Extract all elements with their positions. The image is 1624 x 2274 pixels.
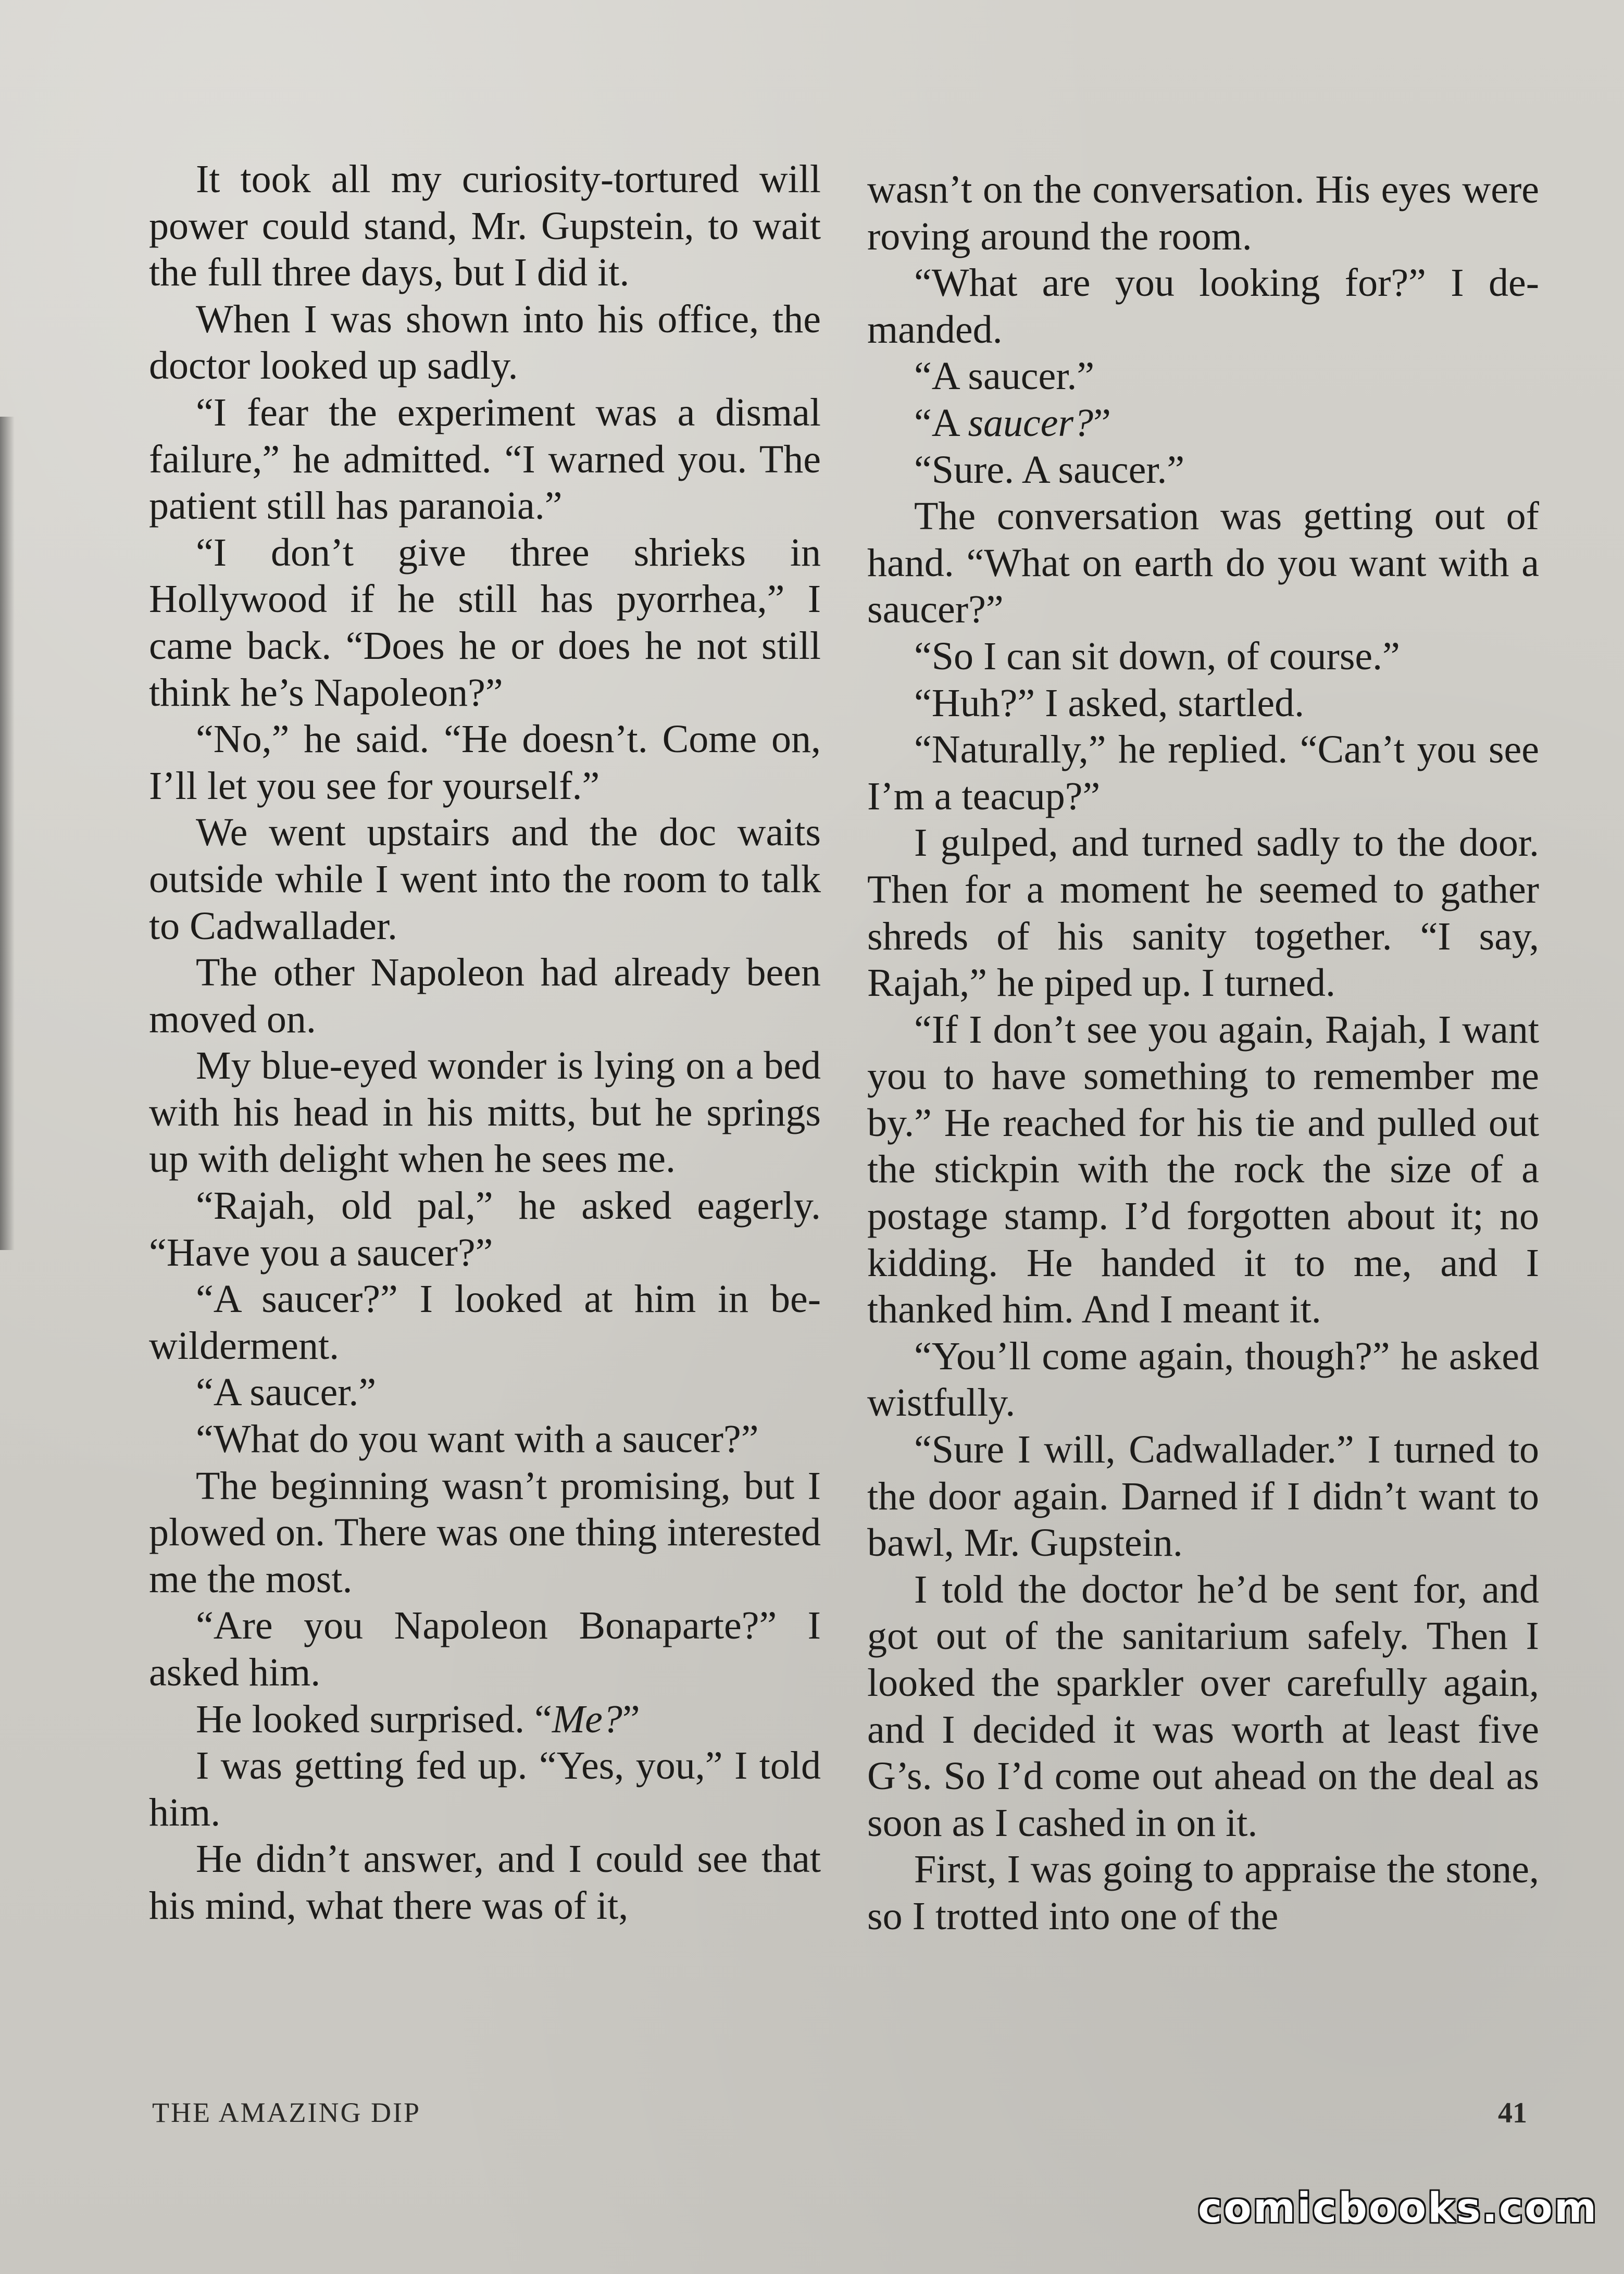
paragraph: “A saucer.” [196,1370,377,1415]
right-column [867,167,1539,1940]
paragraph: When I was shown into his office, the doctor looked up sadly. [149,297,821,388]
paragraph: We went upstairs and the doc waits outside while I went into the room to talk to Cadwallader. [149,810,821,948]
paragraph: “What do you want with a saucer?” [196,1417,759,1461]
paragraph-text: ” [1093,401,1111,445]
left-column [149,156,821,1930]
paragraph: I was getting fed up. “Yes, you,” I told him. [149,1744,821,1834]
paragraph: I gulped, and turned sadly to the door. Then for a moment he seemed to gather shreds of his sanity together. “I say, Rajah,” he piped up. I turned. [867,821,1539,1005]
paragraph: “Huh?” I asked, startled. [914,681,1305,725]
watermark-logo: comicbooks.com [1198,2185,1598,2232]
paragraph: The conversation was getting out of hand. “What on earth do you want with a saucer?” [867,494,1539,632]
paragraph-text: He looked surprised. “ [196,1697,552,1741]
paragraph: The beginning wasn’t promising, but I plowed on. There was one thing interested me the most. [149,1464,821,1601]
paragraph: “Sure I will, Cadwallader.” I turned to the door again. Darned if I didn’t want to bawl, Mr. Gupstein. [867,1428,1539,1565]
paragraph: wasn’t on the conversation. His eyes were roving around the room. [867,168,1539,258]
paragraph: “A saucer?” I looked at him in bewilderment. [149,1277,821,1368]
paragraph: “I don’t give three shrieks in Hollywood if he still has pyorrhea,” I came back. “Does he or does he not still think he’s Napoleon?” [149,530,821,715]
paragraph: “No,” he said. “He doesn’t. Come on, I’ll let you see for yourself.” [149,717,821,808]
paragraph: He didn’t answer, and I could see that his mind, what there was of it, [149,1837,821,1928]
binding-shadow [0,417,15,1250]
paragraph: It took all my curiosity-tortured will power could stand, Mr. Gupstein, to wait the full three days, but I did it. [149,157,821,295]
paragraph [867,400,1539,447]
paragraph: First, I was going to appraise the stone, so I trotted into one of the [867,1847,1539,1938]
paragraph: “Rajah, old pal,” he asked eagerly. “Have you a saucer?” [149,1184,821,1275]
paragraph: “I fear the experiment was a dismal failure,” he admitted. “I warned you. The patient still has paranoia.” [149,390,821,528]
page-number: 41 [1498,2097,1527,2129]
italic-emphasis: saucer? [968,401,1094,445]
paragraph-text: ” [622,1697,640,1741]
paragraph: “So I can sit down, of course.” [914,634,1400,678]
running-title: THE AMAZING DIP [152,2097,421,2128]
italic-emphasis: Me? [552,1697,622,1741]
paragraph: “Sure. A saucer.” [914,447,1185,492]
paragraph: “You’ll come again, though?” he asked wistfully. [867,1334,1539,1425]
paragraph: “What are you looking for?” I demanded. [867,261,1539,352]
paragraph: The other Napoleon had already been moved on. [149,951,821,1041]
paragraph-text: “A [914,401,968,445]
paragraph: “A saucer.” [914,354,1095,398]
paragraph [149,1696,821,1743]
paragraph: I told the doctor he’d be sent for, and got out of the sanitarium safely. Then I looked the sparkler over carefully again, and I decided it was worth at least five G’s. So I’d come out ahead on the deal as soon as I cashed in on it. [867,1567,1539,1845]
paragraph: “If I don’t see you again, Rajah, I want you to have something to remember me by.” He reached for his tie and pulled out the stickpin with the rock the size of a postage stamp. I’d forgotten about it; no kidding. He handed it to me, and I thanked him. And I meant it. [867,1007,1539,1332]
paragraph: My blue-eyed wonder is lying on a bed with his head in his mitts, but he springs up with delight when he sees me. [149,1044,821,1181]
paragraph: “Naturally,” he replied. “Can’t you see I’m a teacup?” [867,728,1539,818]
paragraph: “Are you Napoleon Bonaparte?” I asked him. [149,1604,821,1694]
